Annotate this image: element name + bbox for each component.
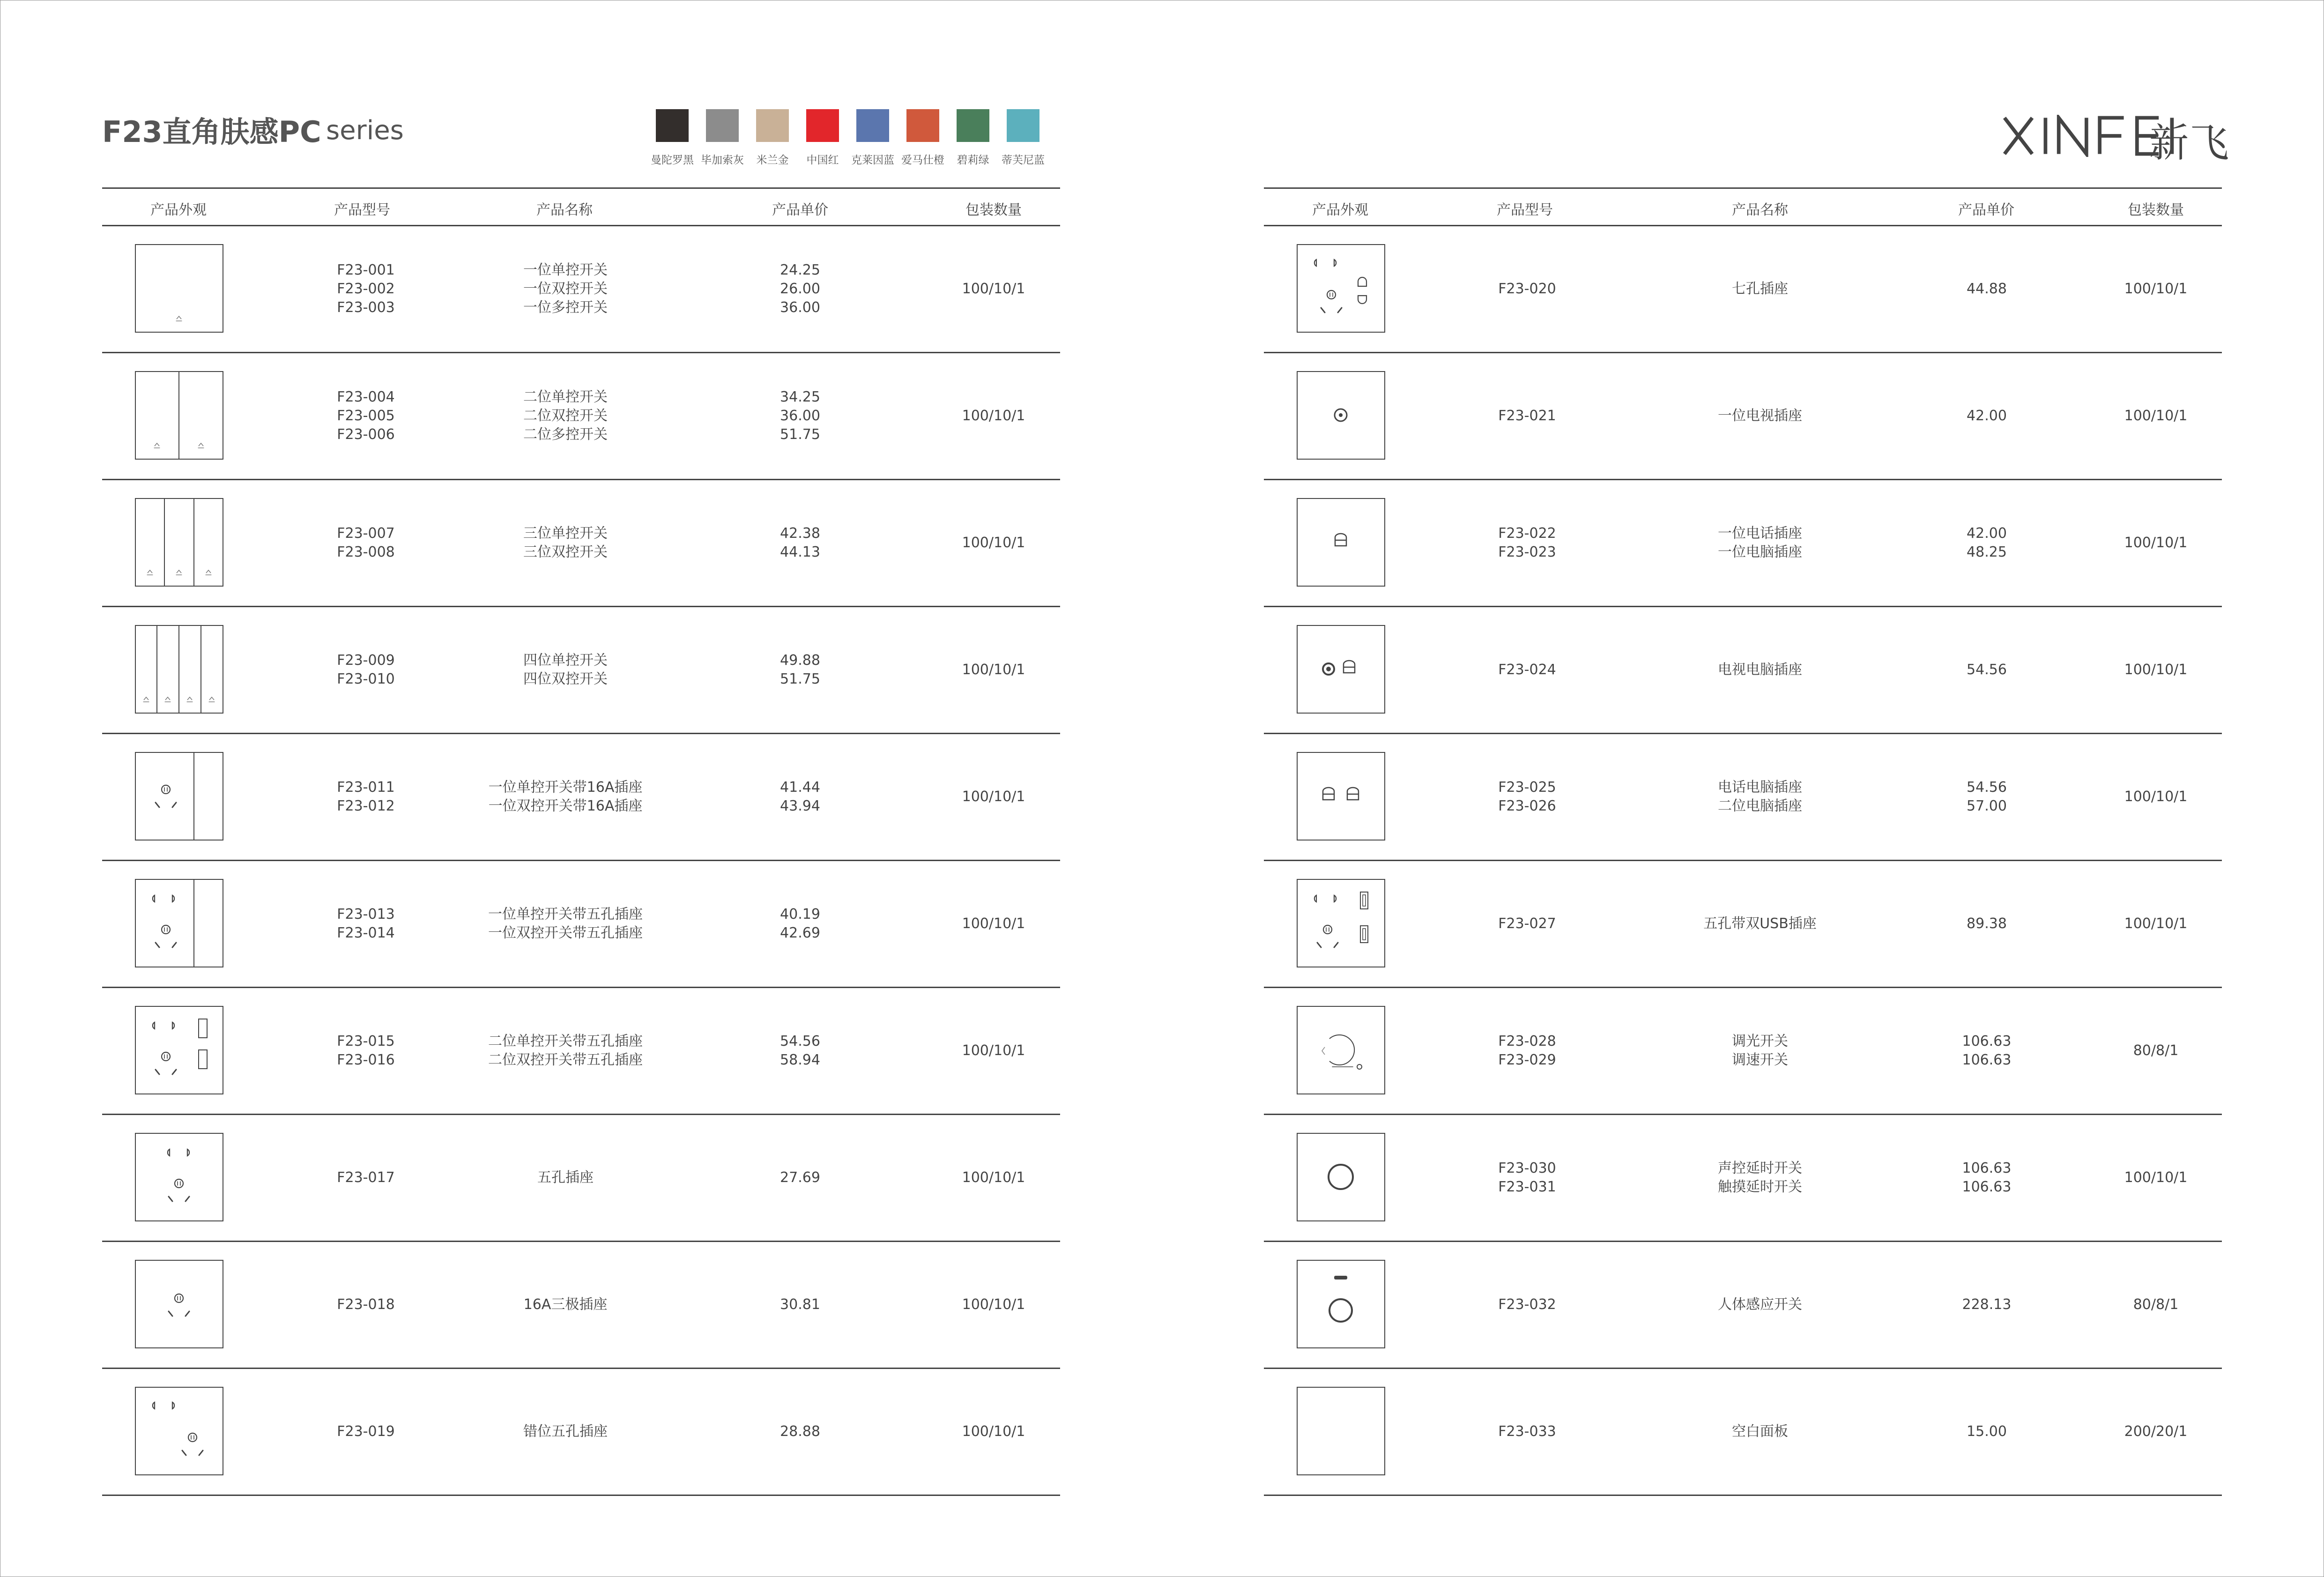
- pack-quantity-line: 100/10/1: [962, 662, 1025, 678]
- pack-quantity: [2124, 1422, 2188, 1441]
- pack-quantity: [2124, 280, 2188, 298]
- table-row: [1264, 1369, 2222, 1496]
- switch-with-five-pin-socket-icon: [135, 879, 223, 967]
- table-row: [102, 861, 1060, 988]
- product-price-line: 48.25: [1967, 544, 2007, 560]
- product-price-line: 26.00: [780, 281, 820, 297]
- pack-quantity: [962, 1295, 1025, 1314]
- product-model-line: F23-033: [1498, 1423, 1556, 1440]
- product-name-line: 二位单控开关: [523, 389, 608, 405]
- product-name-line: 五孔带双USB插座: [1703, 915, 1817, 932]
- product-price-line: 228.13: [1962, 1296, 2012, 1313]
- product-model: [1498, 407, 1556, 425]
- motion-sensor-switch-icon: [1297, 1260, 1385, 1348]
- product-price-line: 106.63: [1962, 1160, 2012, 1176]
- product-price: [1967, 407, 2007, 425]
- product-price-line: 49.88: [780, 652, 820, 669]
- product-price-line: 36.00: [780, 299, 820, 316]
- product-price-line: 42.69: [780, 925, 820, 941]
- product-price-line: 43.94: [780, 798, 820, 814]
- product-price: [1962, 1159, 2012, 1197]
- product-model-line: F23-026: [1498, 798, 1556, 814]
- color-swatch: [756, 109, 789, 142]
- product-model-line: F23-005: [337, 408, 395, 424]
- product-model-line: F23-024: [1498, 662, 1556, 678]
- pack-quantity-line: 100/10/1: [962, 408, 1025, 424]
- color-swatch: [856, 109, 889, 142]
- product-model-line: F23-027: [1498, 915, 1556, 932]
- product-name: [537, 1168, 594, 1187]
- table-row: [1264, 1115, 2222, 1242]
- product-model-line: F23-019: [337, 1423, 395, 1440]
- pack-quantity: [2133, 1295, 2179, 1314]
- product-model-line: F23-032: [1498, 1296, 1556, 1313]
- product-price: [780, 778, 820, 816]
- color-swatch: [806, 109, 839, 142]
- product-name: [1718, 661, 1802, 679]
- pack-quantity: [2124, 1168, 2188, 1187]
- product-name: [1718, 524, 1802, 562]
- product-model: [1498, 915, 1556, 933]
- color-swatch-label: 爱马仕橙: [901, 154, 944, 166]
- product-model-line: F23-013: [337, 906, 395, 922]
- pack-quantity-line: 100/10/1: [962, 1296, 1025, 1313]
- product-name: [1732, 280, 1788, 298]
- table-row: [102, 734, 1060, 861]
- pack-quantity: [962, 915, 1025, 933]
- table-row: [1264, 480, 2222, 607]
- product-model-line: F23-018: [337, 1296, 395, 1313]
- product-model-line: F23-012: [337, 798, 395, 814]
- table-row: [1264, 988, 2222, 1115]
- product-model-line: F23-014: [337, 925, 395, 941]
- product-price-line: 40.19: [780, 906, 820, 922]
- product-price-line: 106.63: [1962, 1179, 2012, 1195]
- table-row: [1264, 607, 2222, 734]
- product-model: [337, 388, 395, 444]
- product-model: [337, 905, 395, 943]
- table-row: [102, 988, 1060, 1115]
- product-price-line: 24.25: [780, 262, 820, 278]
- product-model: [337, 778, 395, 816]
- product-model: [337, 261, 395, 317]
- pack-quantity: [962, 1168, 1025, 1187]
- table-body: [102, 226, 1060, 1496]
- product-model: [337, 1422, 395, 1441]
- product-price: [1967, 661, 2007, 679]
- product-name-line: 三位单控开关: [523, 525, 608, 542]
- product-name-line: 一位多控开关: [523, 299, 608, 316]
- product-price: [1967, 524, 2007, 562]
- pack-quantity-line: 80/8/1: [2133, 1042, 2179, 1059]
- product-model-line: F23-007: [337, 525, 395, 542]
- product-name-line: 一位电话插座: [1718, 525, 1802, 542]
- pack-quantity-line: 100/10/1: [2124, 535, 2188, 551]
- phone-data-socket-icon: [1297, 498, 1385, 587]
- product-price: [780, 1295, 820, 1314]
- product-name: [1703, 915, 1817, 933]
- product-name: [488, 905, 643, 943]
- dimmer-switch-icon: [1297, 1006, 1385, 1094]
- column-header-name: 产品名称: [536, 202, 593, 218]
- product-name-line: 声控延时开关: [1718, 1160, 1802, 1176]
- product-price-line: 27.69: [780, 1169, 820, 1186]
- product-model: [1498, 661, 1556, 679]
- table-row: [1264, 353, 2222, 480]
- product-name-line: 二位双控开关: [523, 408, 608, 424]
- pack-quantity: [2124, 407, 2188, 425]
- product-price: [1967, 778, 2007, 816]
- five-pin-dual-usb-socket-icon: [1297, 879, 1385, 967]
- pack-quantity-line: 100/10/1: [2124, 788, 2188, 805]
- product-name-line: 一位电脑插座: [1718, 544, 1802, 560]
- page-title: F23直角肤感PC: [102, 115, 321, 149]
- pack-quantity: [962, 534, 1025, 552]
- product-price-line: 54.56: [1967, 779, 2007, 796]
- table-row: [102, 1115, 1060, 1242]
- product-price-line: 54.56: [780, 1033, 820, 1049]
- product-model-line: F23-016: [337, 1052, 395, 1068]
- column-header-model: 产品型号: [1497, 202, 1553, 218]
- product-model-line: F23-030: [1498, 1160, 1556, 1176]
- product-model-line: F23-003: [337, 299, 395, 316]
- product-model-line: F23-004: [337, 389, 395, 405]
- color-swatch-label: 米兰金: [756, 154, 789, 166]
- product-model: [1498, 1295, 1556, 1314]
- pack-quantity-line: 100/10/1: [962, 281, 1025, 297]
- table-row: [1264, 861, 2222, 988]
- product-name-line: 空白面板: [1732, 1423, 1788, 1440]
- three-gang-switch-icon: [135, 498, 223, 587]
- product-table-left: [102, 187, 1060, 1496]
- offset-five-pin-socket-icon: [135, 1387, 223, 1475]
- table-header: [102, 187, 1060, 226]
- pack-quantity-line: 100/10/1: [962, 1042, 1025, 1059]
- column-header-price: 产品单价: [1958, 202, 2014, 218]
- page-subtitle: series: [326, 115, 404, 146]
- product-price: [780, 1422, 820, 1441]
- column-header-appearance: 产品外观: [150, 202, 207, 218]
- product-name: [1732, 1032, 1788, 1070]
- color-swatch: [906, 109, 939, 142]
- product-price: [780, 905, 820, 943]
- delay-switch-icon: [1297, 1133, 1385, 1221]
- blank-panel-icon: [1297, 1387, 1385, 1475]
- product-price: [1967, 915, 2007, 933]
- product-price-line: 54.56: [1967, 662, 2007, 678]
- product-name: [523, 1422, 608, 1441]
- table-row: [1264, 734, 2222, 861]
- product-name: [1732, 1422, 1788, 1441]
- product-model-line: F23-015: [337, 1033, 395, 1049]
- product-model-line: F23-029: [1498, 1052, 1556, 1068]
- product-price: [780, 261, 820, 317]
- table-row: [102, 1242, 1060, 1369]
- product-price-line: 106.63: [1962, 1052, 2012, 1068]
- pack-quantity: [2133, 1041, 2179, 1060]
- pack-quantity-line: 100/10/1: [2124, 915, 2188, 932]
- column-header-model: 产品型号: [334, 202, 390, 218]
- tv-data-socket-icon: [1297, 625, 1385, 714]
- product-name-line: 电话电脑插座: [1718, 779, 1802, 796]
- product-name: [489, 778, 643, 816]
- pack-quantity-line: 100/10/1: [962, 1169, 1025, 1186]
- product-name-line: 七孔插座: [1732, 281, 1788, 297]
- product-model-line: F23-009: [337, 652, 395, 669]
- pack-quantity-line: 100/10/1: [2124, 662, 2188, 678]
- product-model: [1498, 524, 1556, 562]
- column-header-appearance: 产品外观: [1312, 202, 1368, 218]
- pack-quantity-line: 200/20/1: [2124, 1423, 2188, 1440]
- table-row: [1264, 1242, 2222, 1369]
- product-price: [1962, 1295, 2012, 1314]
- product-name-line: 16A三极插座: [523, 1296, 608, 1313]
- product-price-line: 89.38: [1967, 915, 2007, 932]
- column-header-pack: 包装数量: [2128, 202, 2184, 218]
- product-name: [488, 1032, 643, 1070]
- product-price: [780, 651, 820, 689]
- product-price-line: 41.44: [780, 779, 820, 796]
- pack-quantity-line: 100/10/1: [2124, 281, 2188, 297]
- color-swatch: [656, 109, 689, 142]
- seven-pin-socket-icon: [1297, 244, 1385, 333]
- product-price-line: 28.88: [780, 1423, 820, 1440]
- product-name-line: 一位单控开关: [523, 262, 608, 278]
- product-price: [780, 388, 820, 444]
- pack-quantity: [962, 1041, 1025, 1060]
- product-model-line: F23-031: [1498, 1179, 1556, 1195]
- product-model-line: F23-011: [337, 779, 395, 796]
- color-swatch-label: 克莱因蓝: [851, 154, 894, 166]
- table-row: [102, 607, 1060, 734]
- column-header-price: 产品单价: [772, 202, 828, 218]
- color-swatch-label: 中国红: [806, 154, 839, 166]
- product-name: [1718, 1295, 1802, 1314]
- product-name: [524, 1295, 608, 1314]
- product-model-line: F23-023: [1498, 544, 1556, 560]
- product-price: [1967, 280, 2007, 298]
- product-model: [337, 1295, 395, 1314]
- pack-quantity-line: 100/10/1: [962, 1423, 1025, 1440]
- product-model: [337, 1168, 395, 1187]
- product-name-line: 一位单控开关带16A插座: [488, 779, 643, 796]
- table-body: [1264, 226, 2222, 1496]
- product-name-line: 人体感应开关: [1718, 1296, 1802, 1313]
- pack-quantity: [962, 788, 1025, 806]
- switch-with-16a-socket-icon: [135, 752, 223, 841]
- color-swatch: [1007, 109, 1039, 142]
- color-swatch: [957, 109, 989, 142]
- product-price: [780, 1168, 820, 1187]
- product-model-line: F23-022: [1498, 525, 1556, 542]
- two-switch-with-five-pin-socket-icon: [135, 1006, 223, 1094]
- product-price-line: 15.00: [1967, 1423, 2007, 1440]
- product-name-line: 四位单控开关: [523, 652, 608, 669]
- product-name-line: 触摸延时开关: [1718, 1179, 1802, 1195]
- product-price-line: 51.75: [780, 671, 820, 687]
- product-name-line: 一位单控开关带五孔插座: [488, 906, 643, 922]
- product-name: [523, 651, 608, 689]
- product-name: [1718, 407, 1802, 425]
- product-price-line: 42.00: [1967, 525, 2007, 542]
- product-name-line: 五孔插座: [537, 1169, 594, 1186]
- product-price-line: 30.81: [780, 1296, 820, 1313]
- product-name-line: 二位电脑插座: [1718, 798, 1802, 814]
- table-row: [102, 480, 1060, 607]
- pack-quantity: [2124, 915, 2188, 933]
- product-price-line: 44.13: [780, 544, 820, 560]
- color-swatch-label: 蒂芙尼蓝: [1002, 154, 1045, 166]
- double-data-socket-icon: [1297, 752, 1385, 841]
- product-price-line: 51.75: [780, 426, 820, 443]
- product-price: [1967, 1422, 2007, 1441]
- product-model: [1498, 1159, 1556, 1197]
- product-model-line: F23-021: [1498, 408, 1556, 424]
- one-gang-switch-icon: [135, 244, 223, 333]
- product-name: [523, 261, 608, 317]
- product-name-line: 二位单控开关带五孔插座: [488, 1033, 643, 1049]
- product-price: [780, 524, 820, 562]
- pack-quantity-line: 100/10/1: [2124, 408, 2188, 424]
- product-price-line: 42.00: [1967, 408, 2007, 424]
- 16a-three-pin-socket-icon: [135, 1260, 223, 1348]
- product-model: [1498, 1032, 1556, 1070]
- table-row: [102, 353, 1060, 480]
- table-header: [1264, 187, 2222, 226]
- product-name-line: 一位双控开关带五孔插座: [488, 925, 643, 941]
- product-model-line: F23-008: [337, 544, 395, 560]
- product-price-line: 58.94: [780, 1052, 820, 1068]
- product-name-line: 一位电视插座: [1718, 408, 1802, 424]
- product-model: [337, 651, 395, 689]
- product-model-line: F23-001: [337, 262, 395, 278]
- product-table-right: [1264, 187, 2222, 1496]
- product-name-line: 调光开关: [1732, 1033, 1788, 1049]
- product-model-line: F23-010: [337, 671, 395, 687]
- product-model-line: F23-020: [1498, 281, 1556, 297]
- product-price: [780, 1032, 820, 1070]
- product-model: [1498, 778, 1556, 816]
- table-row: [102, 1369, 1060, 1496]
- product-model: [1498, 1422, 1556, 1441]
- pack-quantity-line: 100/10/1: [962, 788, 1025, 805]
- product-model-line: F23-017: [337, 1169, 395, 1186]
- product-model-line: F23-002: [337, 281, 395, 297]
- product-name: [1718, 1159, 1802, 1197]
- product-name-line: 错位五孔插座: [523, 1423, 608, 1440]
- product-name: [523, 388, 608, 444]
- pack-quantity: [962, 407, 1025, 425]
- product-name-line: 一位双控开关带16A插座: [488, 798, 643, 814]
- product-name-line: 调速开关: [1732, 1052, 1788, 1068]
- pack-quantity-line: 100/10/1: [962, 535, 1025, 551]
- table-row: [102, 226, 1060, 353]
- product-name-line: 四位双控开关: [523, 671, 608, 687]
- pack-quantity: [962, 661, 1025, 679]
- product-name-line: 二位多控开关: [523, 426, 608, 443]
- color-swatch-label: 碧莉绿: [957, 154, 989, 166]
- product-price-line: 44.88: [1967, 281, 2007, 297]
- product-price-line: 42.38: [780, 525, 820, 542]
- product-model: [337, 1032, 395, 1070]
- pack-quantity: [962, 1422, 1025, 1441]
- product-price-line: 34.25: [780, 389, 820, 405]
- two-gang-switch-icon: [135, 371, 223, 460]
- brand-chinese-name: 新飞: [2149, 120, 2230, 166]
- pack-quantity: [2124, 534, 2188, 552]
- product-name-line: 三位双控开关: [523, 544, 608, 560]
- product-price-line: 57.00: [1967, 798, 2007, 814]
- column-header-pack: 包装数量: [965, 202, 1022, 218]
- product-model: [337, 524, 395, 562]
- pack-quantity-line: 80/8/1: [2133, 1296, 2179, 1313]
- product-model: [1498, 280, 1556, 298]
- product-price-line: 36.00: [780, 408, 820, 424]
- column-header-name: 产品名称: [1732, 202, 1788, 218]
- product-name-line: 一位双控开关: [523, 281, 608, 297]
- product-name: [1718, 778, 1802, 816]
- product-model-line: F23-028: [1498, 1033, 1556, 1049]
- product-price-line: 106.63: [1962, 1033, 2012, 1049]
- pack-quantity: [2124, 788, 2188, 806]
- color-swatch-label: 曼陀罗黑: [651, 154, 694, 166]
- four-gang-switch-icon: [135, 625, 223, 714]
- color-swatch-label: 毕加索灰: [701, 154, 744, 166]
- product-model-line: F23-006: [337, 426, 395, 443]
- color-swatch: [706, 109, 739, 142]
- product-name-line: 二位双控开关带五孔插座: [488, 1052, 643, 1068]
- tv-socket-icon: [1297, 371, 1385, 460]
- five-pin-socket-icon: [135, 1133, 223, 1221]
- pack-quantity: [2124, 661, 2188, 679]
- product-name: [523, 524, 608, 562]
- product-name-line: 电视电脑插座: [1718, 662, 1802, 678]
- pack-quantity-line: 100/10/1: [2124, 1169, 2188, 1186]
- product-price: [1962, 1032, 2012, 1070]
- table-row: [1264, 226, 2222, 353]
- pack-quantity: [962, 280, 1025, 298]
- product-model-line: F23-025: [1498, 779, 1556, 796]
- pack-quantity-line: 100/10/1: [962, 915, 1025, 932]
